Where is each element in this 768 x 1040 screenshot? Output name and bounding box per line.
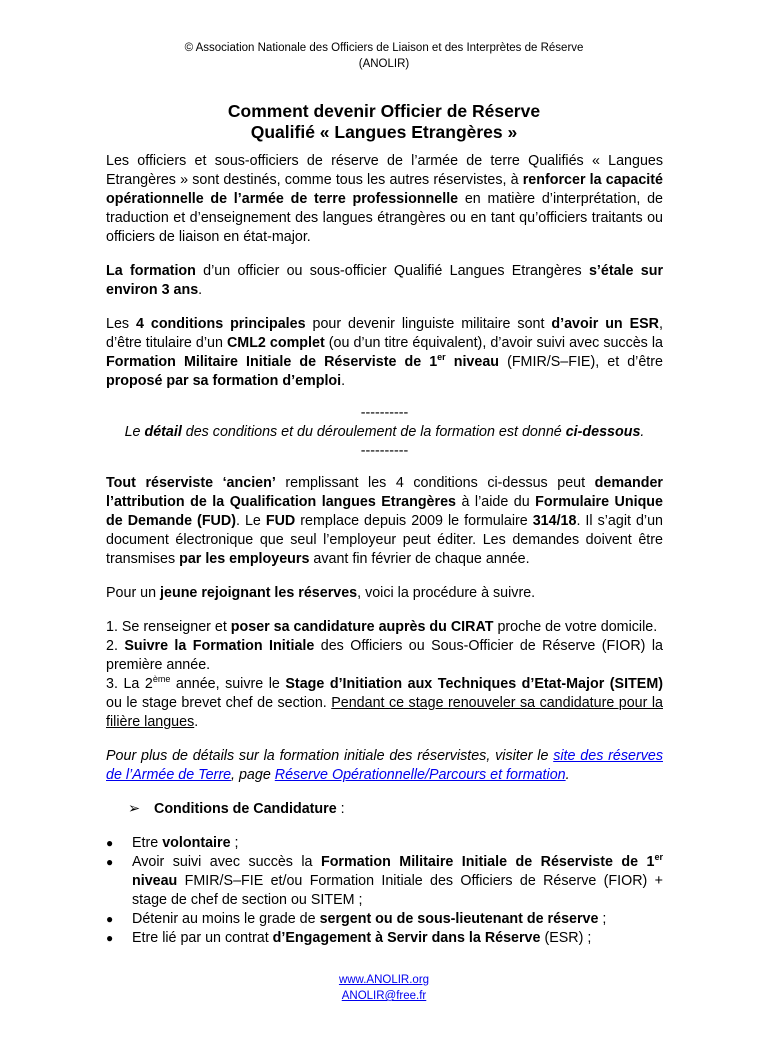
text-run: Pour un: [106, 585, 161, 601]
text-run: 4 conditions principales: [135, 316, 306, 332]
text-run: s’étale sur environ 3 ans: [106, 263, 664, 298]
text-run: Etre lié par un contrat: [132, 930, 273, 946]
text-run: détail: [144, 424, 182, 440]
list-item: [106, 853, 663, 910]
text-run: 2.: [106, 638, 125, 654]
text-run: remplace depuis 2009 le formulaire: [295, 513, 533, 529]
text-run: (ou d’un titre équivalent), d’avoir suivi avec succès la: [324, 335, 663, 351]
condition-text: [132, 853, 663, 910]
bullet-icon: ●: [106, 912, 114, 926]
title-line-1: Comment devenir Officier de Réserve: [227, 101, 541, 121]
text-run: année, suivre le: [170, 676, 286, 692]
text-run: FUD: [265, 513, 296, 529]
title-line-2: Qualifié « Langues Etrangères »: [250, 122, 518, 142]
list-item: [106, 834, 663, 853]
bullet-icon: ●: [106, 836, 114, 850]
former-reservist-paragraph: [106, 474, 663, 569]
text-run: pour devenir linguiste militaire sont: [305, 316, 552, 332]
text-run: . Le: [235, 513, 266, 529]
email-link[interactable]: ANOLIR@free.fr: [341, 990, 427, 1002]
text-run: 314/18: [532, 513, 577, 529]
procedure-step: [106, 618, 663, 637]
link[interactable]: site des réserves de l’Armée de Terre: [106, 748, 663, 783]
text-run: Etre: [132, 835, 163, 851]
condition-text: [132, 834, 663, 853]
page-title: [0, 101, 768, 143]
text-run: proche de votre domicile.: [493, 619, 658, 635]
page-footer: [0, 948, 768, 1040]
text-run: sergent ou de sous-lieutenant de réserve: [319, 911, 599, 927]
text-run: er: [437, 352, 446, 363]
text-run: ou le stage brevet chef de section.: [106, 695, 332, 711]
bullet-icon: ●: [106, 855, 114, 869]
text-run: 3. La 2: [106, 676, 153, 692]
text-run: (ESR) ;: [540, 930, 592, 946]
text-run: ème: [152, 674, 171, 685]
text-run: Les officiers et sous-officiers de réserve de l’armée de terre Qualifiés « Langues Etrangères » sont destinés, comme tous les autres réservistes, à: [106, 153, 663, 188]
separator-dashes: ----------: [360, 443, 409, 459]
list-item: [106, 910, 663, 929]
text-run: Détenir au moins le grade de: [132, 911, 320, 927]
text-run: niveau: [132, 873, 178, 889]
page-header: [0, 40, 768, 72]
document-body: [106, 152, 663, 948]
text-run: d’avoir un ESR: [551, 316, 659, 332]
young-reservist-paragraph: [106, 584, 663, 603]
text-run: Formation Militaire Initiale de Réserviste de 1: [320, 854, 655, 870]
text-run: d’Engagement à Servir dans la Réserve: [272, 930, 541, 946]
separator-text: [106, 423, 663, 442]
text-run: en matière d’interprétation, de traduction et d’enseignement des langues étrangères ou en tant qu’officiers traitants ou officiers de liaison en état-major.: [106, 191, 663, 245]
website-link[interactable]: www.ANOLIR.org: [338, 974, 430, 986]
text-run: Les: [106, 316, 136, 332]
text-run: jeune rejoignant les réserves: [160, 585, 358, 601]
procedure-step: [106, 637, 663, 675]
text-run: .: [565, 767, 570, 783]
text-run: .: [640, 424, 645, 440]
text-run: avant fin février de chaque année.: [309, 551, 530, 567]
text-run: La formation: [106, 263, 196, 279]
text-run: .: [194, 714, 199, 730]
procedure-step: [106, 675, 663, 732]
text-run: .: [341, 373, 346, 389]
text-run: Formation Militaire Initiale de Réserviste de 1: [106, 354, 438, 370]
text-run: .: [198, 282, 203, 298]
text-run: Conditions de Candidature: [154, 801, 337, 817]
condition-text: [132, 929, 663, 948]
text-run: demander l’attribution de la Qualification langues Etrangères: [106, 475, 663, 510]
separator-dashes: ----------: [360, 405, 409, 421]
text-run: Pendant ce stage renouveler sa candidature pour la filière langues: [106, 695, 663, 730]
more-info-paragraph: [106, 747, 663, 785]
text-run: ci-dessous: [565, 424, 641, 440]
separator-block: [106, 404, 663, 461]
text-run: Avoir suivi avec succès la: [132, 854, 321, 870]
text-run: 1. Se renseigner et: [106, 619, 231, 635]
text-run: niveau: [445, 354, 500, 370]
text-run: ;: [598, 911, 607, 927]
main-conditions-paragraph: [106, 315, 663, 391]
text-run: , d’être titulaire d’un: [106, 316, 663, 351]
bullet-icon: ●: [106, 931, 114, 945]
text-run: des Officiers ou Sous-Officier de Réserve (FIOR) la première année.: [106, 638, 663, 673]
text-run: remplissant les 4 conditions ci-dessus peut: [275, 475, 595, 491]
text-run: :: [336, 801, 345, 817]
text-run: par les employeurs: [179, 551, 310, 567]
link[interactable]: Réserve Opérationnelle/Parcours et formation: [274, 767, 566, 783]
text-run: er: [654, 852, 663, 863]
text-run: (FMIR/S–FIE), et d’être: [499, 354, 663, 370]
text-run: des conditions et du déroulement de la formation est donné: [181, 424, 566, 440]
text-run: volontaire: [162, 835, 231, 851]
text-run: à l’aide du: [455, 494, 536, 510]
text-run: Stage d’Initiation aux Techniques d’Etat-Major (SITEM): [285, 676, 663, 692]
text-run: FMIR/S–FIE et/ou Formation Initiale des Officiers de Réserve (FIOR) + stage de chef de section ou SITEM ;: [132, 873, 663, 908]
header-association: © Association Nationale des Officiers de Liaison et des Interprètes de Réserve: [184, 42, 584, 54]
text-run: Suivre la Formation Initiale: [124, 638, 315, 654]
text-run: d’un officier ou sous-officier Qualifié Langues Etrangères: [195, 263, 589, 279]
text-run: proposé par sa formation d’emploi: [106, 373, 342, 389]
training-duration-paragraph: [106, 262, 663, 300]
intro-paragraph: [106, 152, 663, 247]
text-run: Le: [124, 424, 145, 440]
text-run: Pour plus de détails sur la formation initiale des réservistes, visiter le: [106, 748, 554, 764]
text-run: CML2 complet: [226, 335, 325, 351]
text-run: renforcer la capacité opérationnelle de l’armée de terre professionnelle: [106, 172, 663, 207]
text-run: , voici la procédure à suivre.: [357, 585, 536, 601]
conditions-heading: [128, 800, 663, 819]
text-run: . Il s’agit d’un document électronique que seul l’employeur peut éditer. Les demandes doivent être transmises: [106, 513, 663, 567]
procedure-steps: [106, 618, 663, 732]
text-run: ;: [230, 835, 239, 851]
conditions-heading-text: [154, 800, 345, 819]
arrow-bullet-icon: ➢: [128, 801, 140, 817]
text-run: Formulaire Unique de Demande (FUD): [106, 494, 663, 529]
conditions-list: [106, 834, 663, 948]
condition-text: [132, 910, 663, 929]
text-run: Tout réserviste ‘ancien’: [106, 475, 276, 491]
text-run: , page: [231, 767, 275, 783]
list-item: [106, 929, 663, 948]
text-run: poser sa candidature auprès du CIRAT: [230, 619, 494, 635]
header-acronym: (ANOLIR): [358, 58, 410, 70]
